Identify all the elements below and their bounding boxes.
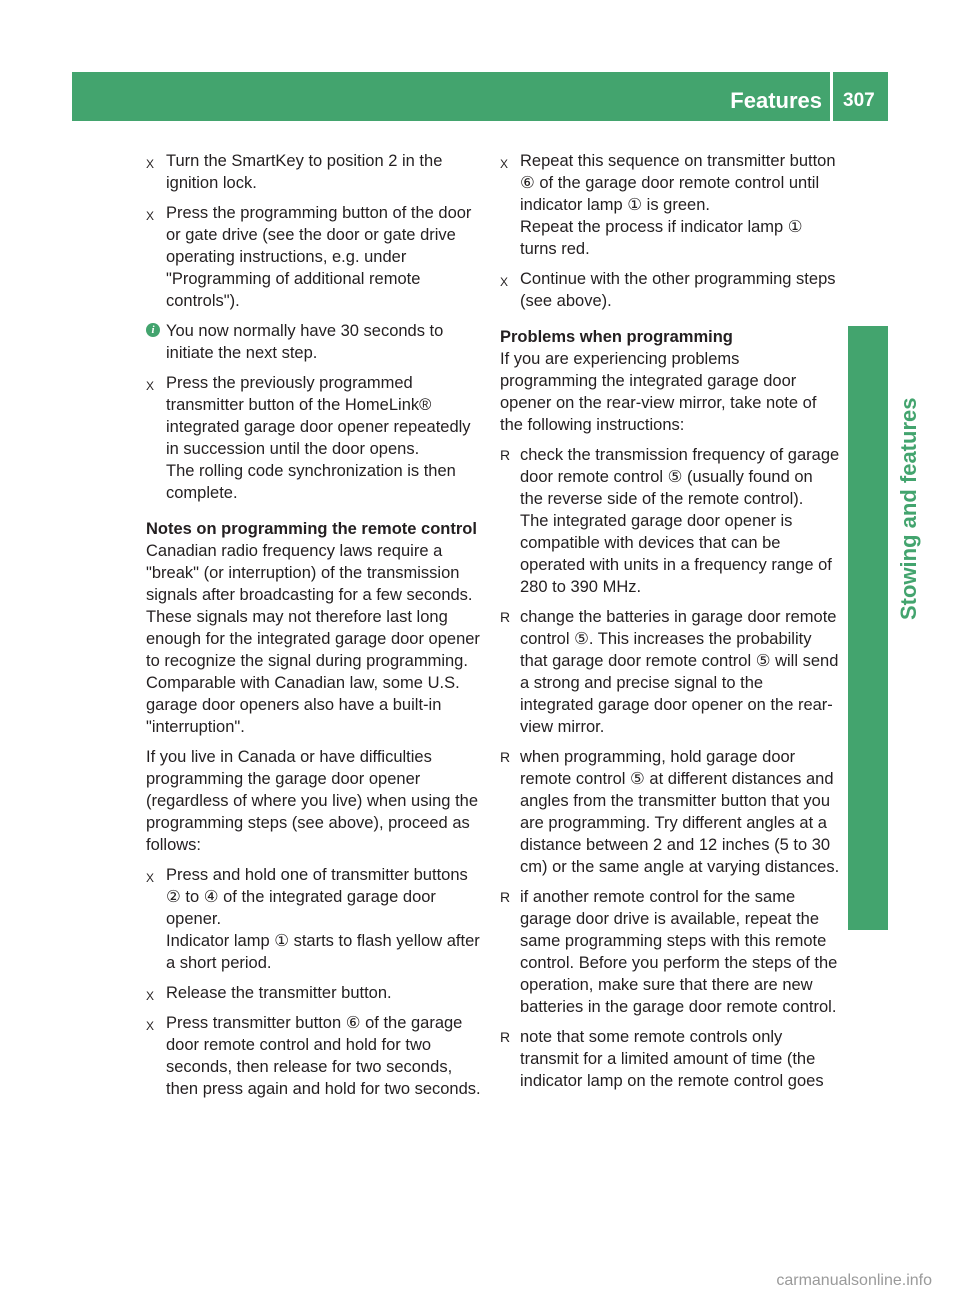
step-text: Repeat this sequence on transmitter button ⑥ of the garage door remote control until indicator lamp ① is green. (520, 152, 836, 214)
info-note (146, 320, 486, 364)
bullet-icon: R (500, 749, 511, 765)
bullet-icon: R (500, 447, 511, 463)
bullet-item (500, 746, 840, 878)
step-subtext: Repeat the process if indicator lamp ① turns red. (520, 218, 803, 258)
bullet-text: check the transmission frequency of garage door remote control ⑤ (usually found on the reverse side of the remote control). (520, 446, 840, 508)
step-text: Press transmitter button ⑥ of the garage door remote control and hold for two seconds, then release for two seconds, then press again and hold for two seconds. (166, 1014, 481, 1098)
watermark-link[interactable]: carmanualsonline.info (776, 1272, 932, 1289)
bullet-text: if another remote control for the same garage door drive is available, repeat the same programming steps with this remote control. Before you perform the steps of the operation, make sure that there are new batteries in the garage door remote control. (520, 888, 838, 1016)
bullet-item (500, 444, 840, 598)
step-text: Turn the SmartKey to position 2 in the ignition lock. (166, 152, 443, 192)
side-tab-label: Stowing and features (896, 397, 921, 620)
bullet-item (500, 886, 840, 1018)
left-column (146, 150, 486, 1108)
step-arrow-icon: X (146, 157, 155, 171)
step-arrow-icon: X (146, 989, 155, 1003)
step-subtext: Indicator lamp ① starts to flash yellow after a short period. (166, 932, 480, 972)
header-divider (830, 72, 833, 121)
info-text: You now normally have 30 seconds to initiate the next step. (166, 322, 444, 362)
step-arrow-icon: X (146, 1019, 155, 1033)
bullet-item (500, 1026, 840, 1092)
bullet-text: when programming, hold garage door remote control ⑤ at different distances and angles from the transmitter button that you are programming. Try different angles at a distance between 2 and 12 inches (5 to 30 cm) or the same angle at varying distances. (520, 748, 840, 876)
step-arrow-icon: X (500, 157, 509, 171)
bullet-subtext: The integrated garage door opener is compatible with devices that can be operated with units in a frequency range of 280 to 390 MHz. (520, 512, 832, 596)
bullet-text: note that some remote controls only transmit for a limited amount of time (the indicator lamp on the remote control goes (520, 1028, 824, 1090)
step-item (146, 202, 486, 312)
step-item (146, 864, 486, 974)
section-heading: Notes on programming the remote control (146, 520, 477, 538)
info-icon: i (146, 323, 160, 337)
bullet-item (500, 606, 840, 738)
step-text: Press the programming button of the door or gate drive (see the door or gate drive operating instructions, e.g. under "Programming of additional remote controls"). (166, 204, 472, 310)
right-column (500, 150, 840, 1100)
bullet-icon: R (500, 889, 511, 905)
bullet-icon: R (500, 609, 511, 625)
section-heading: Problems when programming (500, 328, 733, 346)
step-item (146, 982, 486, 1004)
step-arrow-icon: X (146, 871, 155, 885)
paragraph: If you live in Canada or have difficulties programming the garage door opener (regardless of where you live) when using the programming steps (see above), proceed as follows: (146, 748, 479, 854)
step-text: Press the previously programmed transmitter button of the HomeLink® integrated garage door opener repeatedly in succession until the door opens. (166, 374, 471, 458)
step-text: Press and hold one of transmitter buttons ② to ④ of the integrated garage door opener. (166, 866, 468, 928)
paragraph: Canadian radio frequency laws require a "break" (or interruption) of the transmission signals after broadcasting for a few seconds. These signals may not therefore last long enough for the integrated garage door opener to recognize the signal during programming. Comparable with Canadian law, some U.S. garage door openers also have a built-in "interruption". (146, 542, 480, 736)
page-number: 307 (843, 90, 875, 111)
step-subtext: The rolling code synchronization is then complete. (166, 462, 456, 502)
step-text: Continue with the other programming steps (see above). (520, 270, 836, 310)
step-arrow-icon: X (146, 209, 155, 223)
bullet-icon: R (500, 1029, 511, 1045)
step-item (500, 150, 840, 260)
side-tab-label-container (888, 315, 928, 935)
step-item (146, 1012, 486, 1100)
step-item (146, 372, 486, 504)
step-item (146, 150, 486, 194)
paragraph: If you are experiencing problems programming the integrated garage door opener on the rear-view mirror, take note of the following instructions: (500, 350, 817, 434)
step-arrow-icon: X (500, 275, 509, 289)
side-tab (848, 326, 888, 930)
bullet-text: change the batteries in garage door remote control ⑤. This increases the probability that garage door remote control ⑤ will send a strong and precise signal to the integrated garage door opener on the rear-view mirror. (520, 608, 839, 736)
step-item (500, 268, 840, 312)
step-text: Release the transmitter button. (166, 984, 392, 1002)
step-arrow-icon: X (146, 379, 155, 393)
section-title: Features (730, 88, 822, 113)
